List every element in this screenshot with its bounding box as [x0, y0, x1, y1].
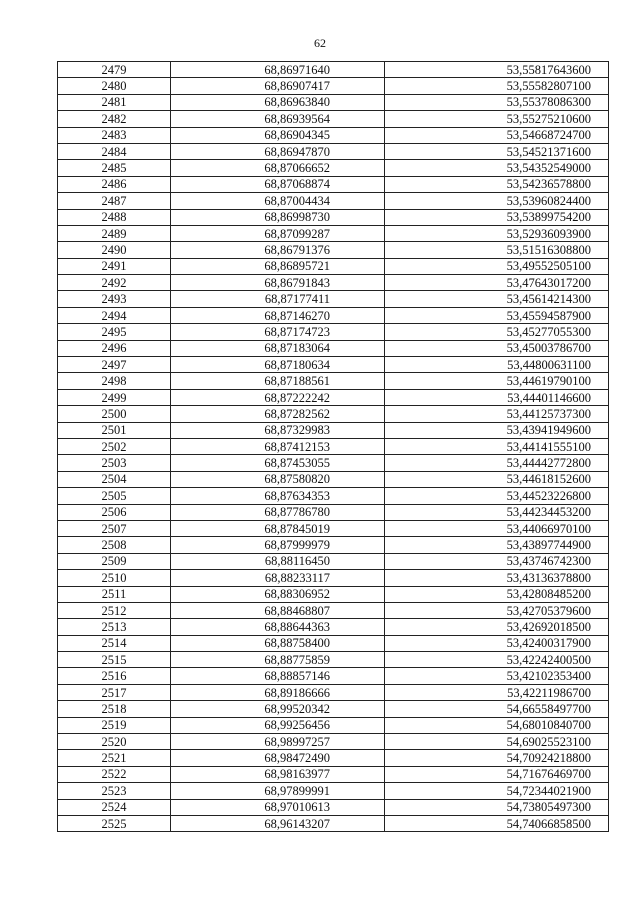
coordinate-x-cell: 68,87329983: [171, 422, 385, 438]
table-row: [58, 570, 609, 586]
point-number-cell: 2499: [58, 389, 171, 405]
table-row: [58, 62, 609, 78]
coordinate-x-cell: 68,88857146: [171, 668, 385, 684]
point-number-cell: 2483: [58, 127, 171, 143]
point-number-cell: 2481: [58, 94, 171, 110]
coordinate-y-cell: 53,53899754200: [385, 209, 609, 225]
coordinate-y-cell: 53,44618152600: [385, 471, 609, 487]
coordinate-y-cell: 54,71676469700: [385, 766, 609, 782]
table-row: [58, 783, 609, 799]
point-number-cell: 2508: [58, 537, 171, 553]
point-number-cell: 2501: [58, 422, 171, 438]
coordinate-y-cell: 53,42705379600: [385, 602, 609, 618]
point-number-cell: 2505: [58, 488, 171, 504]
coordinate-x-cell: 68,87453055: [171, 455, 385, 471]
coordinate-x-cell: 68,87999979: [171, 537, 385, 553]
coordinate-y-cell: 53,44066970100: [385, 520, 609, 536]
table-row: [58, 324, 609, 340]
coordinate-x-cell: 68,87845019: [171, 520, 385, 536]
page-number: 62: [314, 36, 326, 50]
coordinate-x-cell: 68,87786780: [171, 504, 385, 520]
point-number-cell: 2502: [58, 438, 171, 454]
table-row: [58, 111, 609, 127]
coordinate-x-cell: 68,99256456: [171, 717, 385, 733]
point-number-cell: 2515: [58, 652, 171, 668]
table-row: [58, 193, 609, 209]
coordinate-x-cell: 68,86939564: [171, 111, 385, 127]
coordinate-x-cell: 68,88644363: [171, 619, 385, 635]
coordinate-x-cell: 68,87634353: [171, 488, 385, 504]
point-number-cell: 2513: [58, 619, 171, 635]
coordinate-y-cell: 54,73805497300: [385, 799, 609, 815]
point-number-cell: 2495: [58, 324, 171, 340]
point-number-cell: 2506: [58, 504, 171, 520]
coordinate-y-cell: 53,45614214300: [385, 291, 609, 307]
point-number-cell: 2510: [58, 570, 171, 586]
table-row: [58, 176, 609, 192]
coordinate-y-cell: 53,44401146600: [385, 389, 609, 405]
coordinate-x-cell: 68,87099287: [171, 225, 385, 241]
table-row: [58, 160, 609, 176]
coordinate-y-cell: 53,43941949600: [385, 422, 609, 438]
coordinate-y-cell: 53,55817643600: [385, 62, 609, 78]
point-number-cell: 2511: [58, 586, 171, 602]
coordinate-y-cell: 53,44442772800: [385, 455, 609, 471]
coordinate-y-cell: 53,49552505100: [385, 258, 609, 274]
point-number-cell: 2492: [58, 275, 171, 291]
point-number-cell: 2517: [58, 684, 171, 700]
table-row: [58, 242, 609, 258]
table-row: [58, 357, 609, 373]
table-row: [58, 635, 609, 651]
point-number-cell: 2486: [58, 176, 171, 192]
point-number-cell: 2519: [58, 717, 171, 733]
coordinate-x-cell: 68,88758400: [171, 635, 385, 651]
coordinate-x-cell: 68,86791843: [171, 275, 385, 291]
coordinate-y-cell: 53,42242400500: [385, 652, 609, 668]
coordinate-x-cell: 68,87183064: [171, 340, 385, 356]
coordinate-x-cell: 68,87580820: [171, 471, 385, 487]
coordinate-x-cell: 68,86947870: [171, 143, 385, 159]
table-row: [58, 750, 609, 766]
table-row: [58, 406, 609, 422]
table-row: [58, 422, 609, 438]
point-number-cell: 2523: [58, 783, 171, 799]
table-row: [58, 471, 609, 487]
coordinate-y-cell: 53,54521371600: [385, 143, 609, 159]
table-row: [58, 815, 609, 831]
point-number-cell: 2500: [58, 406, 171, 422]
coordinate-x-cell: 68,86971640: [171, 62, 385, 78]
point-number-cell: 2485: [58, 160, 171, 176]
coordinate-y-cell: 53,42400317900: [385, 635, 609, 651]
point-number-cell: 2494: [58, 307, 171, 323]
coordinate-x-cell: 68,98472490: [171, 750, 385, 766]
coordinate-x-cell: 68,87066652: [171, 160, 385, 176]
coordinate-x-cell: 68,87180634: [171, 357, 385, 373]
coordinate-x-cell: 68,86791376: [171, 242, 385, 258]
coordinate-y-cell: 53,44125737300: [385, 406, 609, 422]
point-number-cell: 2521: [58, 750, 171, 766]
table-row: [58, 94, 609, 110]
table-row: [58, 389, 609, 405]
table-row: [58, 78, 609, 94]
coordinate-x-cell: 68,96143207: [171, 815, 385, 831]
coordinate-y-cell: 54,69025523100: [385, 734, 609, 750]
point-number-cell: 2496: [58, 340, 171, 356]
table-row: [58, 619, 609, 635]
coordinate-y-cell: 53,44800631100: [385, 357, 609, 373]
coordinate-x-cell: 68,88116450: [171, 553, 385, 569]
point-number-cell: 2518: [58, 701, 171, 717]
coordinate-x-cell: 68,88306952: [171, 586, 385, 602]
point-number-cell: 2489: [58, 225, 171, 241]
point-number-cell: 2488: [58, 209, 171, 225]
table-row: [58, 734, 609, 750]
coordinate-x-cell: 68,88233117: [171, 570, 385, 586]
coordinate-x-cell: 68,88775859: [171, 652, 385, 668]
coordinate-y-cell: 53,47643017200: [385, 275, 609, 291]
point-number-cell: 2493: [58, 291, 171, 307]
point-number-cell: 2514: [58, 635, 171, 651]
table-row: [58, 438, 609, 454]
coordinate-x-cell: 68,87188561: [171, 373, 385, 389]
coordinate-y-cell: 53,51516308800: [385, 242, 609, 258]
coordinate-x-cell: 68,87068874: [171, 176, 385, 192]
coordinate-x-cell: 68,87004434: [171, 193, 385, 209]
coordinate-x-cell: 68,87412153: [171, 438, 385, 454]
coordinate-y-cell: 53,45003786700: [385, 340, 609, 356]
coordinate-x-cell: 68,87146270: [171, 307, 385, 323]
table-row: [58, 652, 609, 668]
point-number-cell: 2509: [58, 553, 171, 569]
point-number-cell: 2490: [58, 242, 171, 258]
coordinate-y-cell: 53,45277055300: [385, 324, 609, 340]
table-row: [58, 258, 609, 274]
coordinate-x-cell: 68,88468807: [171, 602, 385, 618]
coordinate-y-cell: 53,54236578800: [385, 176, 609, 192]
table-row: [58, 291, 609, 307]
coordinates-table: [57, 61, 609, 832]
point-number-cell: 2522: [58, 766, 171, 782]
coordinate-y-cell: 53,42102353400: [385, 668, 609, 684]
coordinate-y-cell: 53,44234453200: [385, 504, 609, 520]
coordinate-x-cell: 68,86904345: [171, 127, 385, 143]
table-row: [58, 504, 609, 520]
table-row: [58, 701, 609, 717]
coordinate-x-cell: 68,89186666: [171, 684, 385, 700]
point-number-cell: 2525: [58, 815, 171, 831]
coordinate-y-cell: 53,52936093900: [385, 225, 609, 241]
point-number-cell: 2498: [58, 373, 171, 389]
coordinate-x-cell: 68,87174723: [171, 324, 385, 340]
coordinate-y-cell: 53,55378086300: [385, 94, 609, 110]
coordinate-y-cell: 53,43746742300: [385, 553, 609, 569]
coordinate-x-cell: 68,97010613: [171, 799, 385, 815]
coordinate-x-cell: 68,98163977: [171, 766, 385, 782]
point-number-cell: 2507: [58, 520, 171, 536]
coordinate-y-cell: 53,55275210600: [385, 111, 609, 127]
point-number-cell: 2484: [58, 143, 171, 159]
table-row: [58, 668, 609, 684]
table-row: [58, 766, 609, 782]
coordinate-x-cell: 68,87177411: [171, 291, 385, 307]
table-row: [58, 455, 609, 471]
coordinate-x-cell: 68,99520342: [171, 701, 385, 717]
coordinate-x-cell: 68,97899991: [171, 783, 385, 799]
table-row: [58, 307, 609, 323]
coordinate-y-cell: 53,45594587900: [385, 307, 609, 323]
table-row: [58, 209, 609, 225]
table-row: [58, 225, 609, 241]
table-row: [58, 684, 609, 700]
point-number-cell: 2482: [58, 111, 171, 127]
point-number-cell: 2479: [58, 62, 171, 78]
table-row: [58, 275, 609, 291]
table-row: [58, 127, 609, 143]
table-row: [58, 717, 609, 733]
point-number-cell: 2516: [58, 668, 171, 684]
point-number-cell: 2491: [58, 258, 171, 274]
table-row: [58, 586, 609, 602]
coordinate-y-cell: 53,42692018500: [385, 619, 609, 635]
coordinates-table-body: [58, 62, 609, 832]
coordinate-y-cell: 54,74066858500: [385, 815, 609, 831]
coordinate-y-cell: 53,54352549000: [385, 160, 609, 176]
coordinate-y-cell: 54,70924218800: [385, 750, 609, 766]
coordinate-x-cell: 68,86895721: [171, 258, 385, 274]
coordinate-y-cell: 53,42808485200: [385, 586, 609, 602]
table-row: [58, 520, 609, 536]
coordinate-y-cell: 54,66558497700: [385, 701, 609, 717]
point-number-cell: 2480: [58, 78, 171, 94]
coordinate-y-cell: 53,44141555100: [385, 438, 609, 454]
point-number-cell: 2503: [58, 455, 171, 471]
table-row: [58, 553, 609, 569]
coordinate-y-cell: 53,53960824400: [385, 193, 609, 209]
table-row: [58, 373, 609, 389]
coordinate-y-cell: 53,44523226800: [385, 488, 609, 504]
point-number-cell: 2512: [58, 602, 171, 618]
coordinate-y-cell: 53,44619790100: [385, 373, 609, 389]
point-number-cell: 2487: [58, 193, 171, 209]
coordinate-y-cell: 53,43136378800: [385, 570, 609, 586]
table-row: [58, 537, 609, 553]
coordinate-x-cell: 68,87282562: [171, 406, 385, 422]
coordinate-x-cell: 68,86963840: [171, 94, 385, 110]
table-row: [58, 488, 609, 504]
coordinate-x-cell: 68,86907417: [171, 78, 385, 94]
point-number-cell: 2520: [58, 734, 171, 750]
coordinate-y-cell: 53,54668724700: [385, 127, 609, 143]
coordinate-y-cell: 54,68010840700: [385, 717, 609, 733]
coordinate-x-cell: 68,87222242: [171, 389, 385, 405]
table-row: [58, 799, 609, 815]
coordinate-y-cell: 53,55582807100: [385, 78, 609, 94]
table-row: [58, 143, 609, 159]
coordinate-x-cell: 68,98997257: [171, 734, 385, 750]
point-number-cell: 2504: [58, 471, 171, 487]
point-number-cell: 2524: [58, 799, 171, 815]
coordinate-y-cell: 53,42211986700: [385, 684, 609, 700]
table-row: [58, 602, 609, 618]
coordinate-x-cell: 68,86998730: [171, 209, 385, 225]
table-row: [58, 340, 609, 356]
coordinate-y-cell: 54,72344021900: [385, 783, 609, 799]
coordinate-y-cell: 53,43897744900: [385, 537, 609, 553]
point-number-cell: 2497: [58, 357, 171, 373]
